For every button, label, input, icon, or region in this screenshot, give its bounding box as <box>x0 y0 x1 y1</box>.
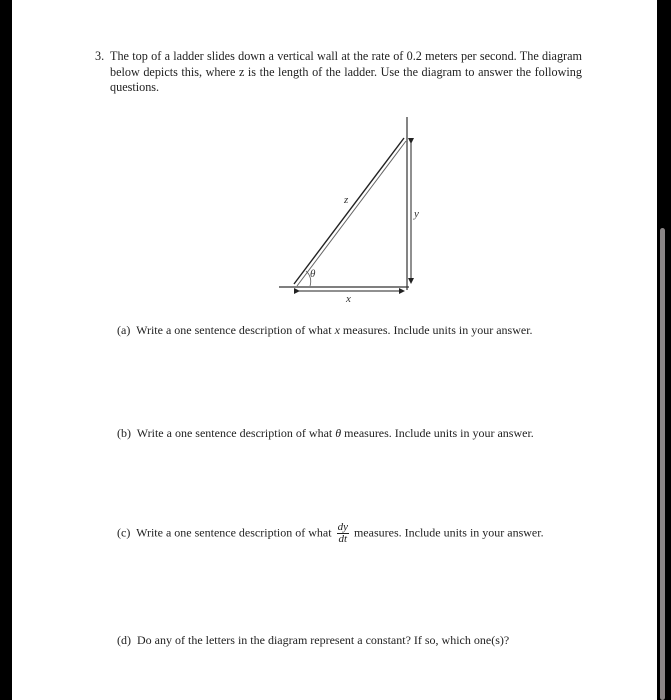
part-tag: (c) <box>117 525 131 540</box>
part-tag: (d) <box>117 633 131 647</box>
part-a <box>117 323 533 338</box>
dy-dt-fraction <box>337 522 349 545</box>
label-y: y <box>414 208 419 220</box>
part-tag: (a) <box>117 323 131 337</box>
label-x: x <box>346 293 351 305</box>
ladder-line-inner <box>297 141 406 286</box>
variable: θ <box>335 426 342 440</box>
part-d <box>117 633 509 648</box>
part-text: measures. Include units in your answer. <box>344 426 534 440</box>
fraction-numerator: dy <box>337 521 348 533</box>
part-text: Write a one sentence description of what <box>136 525 332 540</box>
part-text: Do any of the letters in the diagram represent a constant? If so, which one(s)? <box>137 633 510 647</box>
variable: x <box>334 323 340 337</box>
label-z: z <box>344 194 349 206</box>
part-c <box>117 522 544 545</box>
part-text: measures. Include units in your answer. <box>353 525 544 540</box>
part-b <box>117 426 534 441</box>
part-text: measures. Include units in your answer. <box>342 323 533 337</box>
part-text: Write a one sentence description of what <box>136 323 332 337</box>
part-text: Write a one sentence description of what <box>136 426 333 440</box>
part-tag: (b) <box>117 426 131 440</box>
question-number: 3. <box>95 49 105 63</box>
question-text: The top of a ladder slides down a vertical wall at the rate of 0.2 meters per second. The diagram below depicts this, where z is the length of the ladder. Use the diagram to answer the following questions. <box>110 49 582 94</box>
fraction-denominator: dt <box>338 533 348 545</box>
ladder-line-outer <box>294 138 404 284</box>
label-theta: θ <box>310 268 316 280</box>
